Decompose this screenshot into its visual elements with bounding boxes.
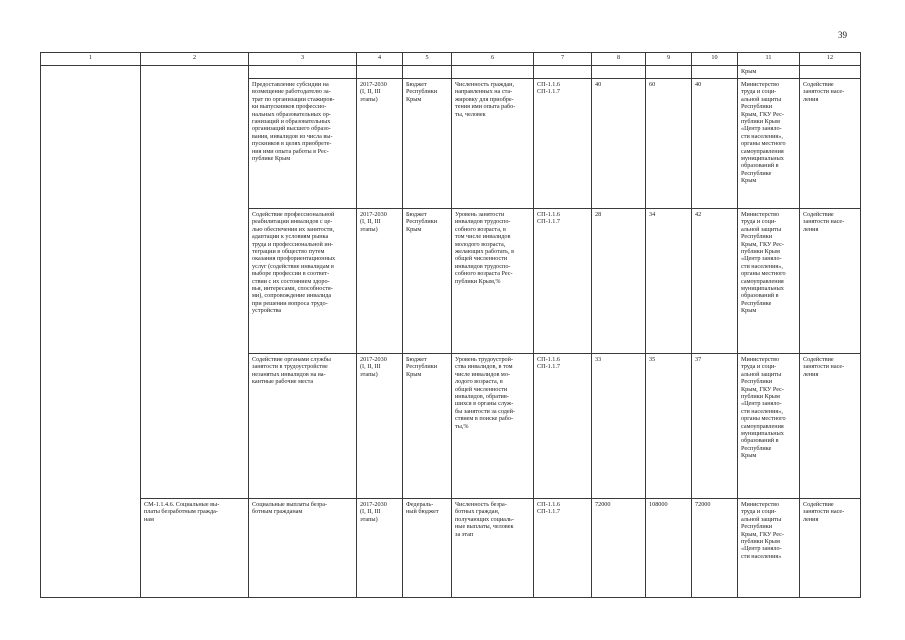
cell-value-2: 34: [646, 209, 692, 354]
cell-executors: Министерство труда и соци- альной защиты Республики Крым, ГКУ Рес- публики Крым «Центр заняло- сти населения», органы местного самоуправления муниципальных образований в Республике Крым: [738, 79, 800, 209]
cell-codes: СП-1.1.6 СП-1.1.7: [534, 354, 592, 499]
continuation-row: [41, 66, 861, 79]
program-activities-table: [40, 52, 861, 598]
cell-executors: Министерство труда и соци- альной защиты Республики Крым, ГКУ Рес- публики Крым «Центр заняло- сти населения», органы местного самоуправления муниципальных образований в Республике Крым: [738, 209, 800, 354]
cell-funding: Бюджет Республики Крым: [403, 79, 452, 209]
cell-col9: [646, 66, 692, 79]
cell-value-2: 60: [646, 79, 692, 209]
cell-col7: [534, 66, 592, 79]
cell-codes: СП-1.1.6 СП-1.1.7: [534, 79, 592, 209]
cell-col2: [141, 66, 249, 499]
cell-period: 2017-2030 (I, II, III этапы): [357, 499, 403, 598]
cell-col4: [357, 66, 403, 79]
table-row: [41, 499, 861, 598]
column-header: 1: [41, 53, 141, 66]
cell-indicator: Численность безра- ботных граждан, получающих социаль- ные выплаты, человек за этап: [452, 499, 534, 598]
column-header: 4: [357, 53, 403, 66]
column-number-header-row: [41, 53, 861, 66]
column-header: 5: [403, 53, 452, 66]
column-header: 2: [141, 53, 249, 66]
column-header: 9: [646, 53, 692, 66]
cell-result: Содействие занятости насе- ления: [800, 499, 861, 598]
page-number: 39: [838, 30, 847, 40]
cell-activity: Содействие профессиональной реабилитации инвалидов с це- лью обеспечения их занятости, адаптации к условиям рынка труда и профессиональной ин- теграции в общество путем оказания профориентационных услуг (содействие инвалидам в выборе профессии в соответ- ствии с их состоянием здоро- вья, интересами, способностя- ми), сопровождение инвалида при решении вопроса трудо- устройства: [249, 209, 357, 354]
column-header: 8: [592, 53, 646, 66]
cell-period: 2017-2030 (I, II, III этапы): [357, 354, 403, 499]
cell-period: 2017-2030 (I, II, III этапы): [357, 79, 403, 209]
cell-period: 2017-2030 (I, II, III этапы): [357, 209, 403, 354]
cell-col10: [692, 66, 738, 79]
cell-funding: Федераль- ный бюджет: [403, 499, 452, 598]
cell-col3: [249, 66, 357, 79]
cell-value-1: 28: [592, 209, 646, 354]
cell-result: Содействие занятости насе- ления: [800, 354, 861, 499]
cell-executors: Министерство труда и соци- альной защиты Республики Крым, ГКУ Рес- публики Крым «Центр заняло- сти населения», органы местного самоуправления муниципальных образований в Республике Крым: [738, 354, 800, 499]
column-header: 12: [800, 53, 861, 66]
cell-col1: [41, 66, 141, 598]
cell-value-1: 40: [592, 79, 646, 209]
cell-funding: Бюджет Республики Крым: [403, 354, 452, 499]
cell-executors: Министерство труда и соци- альной защиты Республики Крым, ГКУ Рес- публики Крым «Центр заняло- сти населения»: [738, 499, 800, 598]
column-header: 10: [692, 53, 738, 66]
column-header: 11: [738, 53, 800, 66]
cell-col8: [592, 66, 646, 79]
cell-indicator: Уровень трудоустрой- ства инвалидов, в том числе инвалидов мо- лодого возраста, в общей численности инвалидов, обратив- шихся в органы служ- бы занятости за содей- ствием в поиске рабо- ты,%: [452, 354, 534, 499]
cell-indicator: Численность граждан, направленных на ста- жировку для приобре- тения ими опыта рабо- ты, человек: [452, 79, 534, 209]
cell-funding: Бюджет Республики Крым: [403, 209, 452, 354]
cell-indicator: Уровень занятости инвалидов трудоспо- собного возраста, в том числе инвалидов молодого возраста, желающих работать, в общей численности инвалидов трудоспо- собного возраста Рес- публики Крым,%: [452, 209, 534, 354]
cell-value-1: 72000: [592, 499, 646, 598]
cell-codes: СП-1.1.6 СП-1.1.7: [534, 209, 592, 354]
cell-result: Содействие занятости насе- ления: [800, 209, 861, 354]
cell-value-1: 33: [592, 354, 646, 499]
column-header: 6: [452, 53, 534, 66]
column-header: 3: [249, 53, 357, 66]
cell-value-3: 42: [692, 209, 738, 354]
cell-measure: СМ-1.1.4.6. Социальные вы- платы безработным гражда- нам: [141, 499, 249, 598]
cell-value-3: 37: [692, 354, 738, 499]
cell-result: Содействие занятости насе- ления: [800, 79, 861, 209]
cell-codes: СП-1.1.6 СП-1.1.7: [534, 499, 592, 598]
cell-activity: Содействие органами службы занятости в трудоустройстве незанятых инвалидов на ва- кантные рабочие места: [249, 354, 357, 499]
cell-value-2: 108000: [646, 499, 692, 598]
cell-col12: [800, 66, 861, 79]
cell-value-2: 35: [646, 354, 692, 499]
cell-col6: [452, 66, 534, 79]
cell-value-3: 72000: [692, 499, 738, 598]
cell-col11-continuation: Крым: [738, 66, 800, 79]
cell-value-3: 40: [692, 79, 738, 209]
cell-col5: [403, 66, 452, 79]
cell-activity: Предоставление субсидии на возмещение работодателю за- трат по организации стажиров- ки выпускников профессио- нальных образовательных ор- ганизаций и образовательных организаций высшего образо- вания, инвалидов из числа вы- пускников в целях приобрете- ния ими опыта работы в Рес- публике Крым: [249, 79, 357, 209]
cell-activity: Социальные выплаты безра- ботным гражданам: [249, 499, 357, 598]
column-header: 7: [534, 53, 592, 66]
